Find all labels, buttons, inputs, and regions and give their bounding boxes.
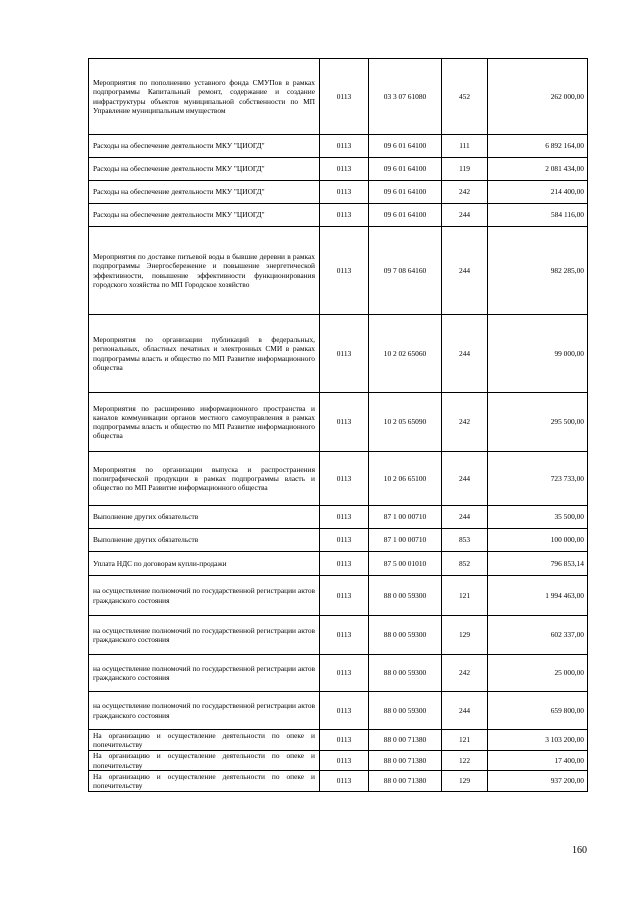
table-row (89, 181, 588, 204)
row-target-code: 88 0 00 59300 (369, 576, 442, 616)
table-row (89, 204, 588, 227)
row-expense-type: 244 (442, 506, 488, 529)
row-amount: 100 000,00 (488, 529, 588, 552)
row-expense-type: 111 (442, 135, 488, 158)
row-section-code: 0113 (320, 315, 369, 393)
row-section-code: 0113 (320, 576, 369, 616)
table-row (89, 452, 588, 506)
row-amount: 982 285,00 (488, 227, 588, 315)
row-amount: 584 116,00 (488, 204, 588, 227)
row-section-code: 0113 (320, 771, 369, 792)
row-amount: 99 000,00 (488, 315, 588, 393)
row-target-code: 09 6 01 64100 (369, 135, 442, 158)
row-expense-type: 852 (442, 552, 488, 576)
row-section-code: 0113 (320, 692, 369, 730)
row-expense-type: 121 (442, 730, 488, 751)
table-row (89, 227, 588, 315)
row-description: на осуществление полномочий по государственной регистрации актов гражданского состояния (89, 692, 320, 730)
row-description: Выполнение других обязательств (89, 506, 320, 529)
row-target-code: 09 6 01 64100 (369, 158, 442, 181)
row-expense-type: 244 (442, 227, 488, 315)
row-expense-type: 122 (442, 751, 488, 771)
row-expense-type: 119 (442, 158, 488, 181)
table-row (89, 552, 588, 576)
row-section-code: 0113 (320, 751, 369, 771)
row-target-code: 88 0 00 71380 (369, 751, 442, 771)
row-description: Выполнение других обязательств (89, 529, 320, 552)
row-target-code: 88 0 00 59300 (369, 616, 442, 655)
budget-table (88, 58, 588, 792)
row-target-code: 88 0 00 59300 (369, 655, 442, 692)
page-number: 160 (572, 845, 587, 856)
row-amount: 6 892 164,00 (488, 135, 588, 158)
table-row (89, 529, 588, 552)
row-target-code: 87 5 00 01010 (369, 552, 442, 576)
row-amount: 295 500,00 (488, 393, 588, 452)
row-amount: 602 337,00 (488, 616, 588, 655)
table-row (89, 771, 588, 792)
row-expense-type: 244 (442, 315, 488, 393)
table-row (89, 616, 588, 655)
row-section-code: 0113 (320, 529, 369, 552)
row-section-code: 0113 (320, 393, 369, 452)
row-expense-type: 244 (442, 692, 488, 730)
row-target-code: 09 7 08 64160 (369, 227, 442, 315)
row-description: На организацию и осуществление деятельности по опеке и попечительству (89, 771, 320, 792)
table-row (89, 692, 588, 730)
row-description: Уплата НДС по договорам купли-продажи (89, 552, 320, 576)
row-target-code: 10 2 02 65060 (369, 315, 442, 393)
table-row (89, 135, 588, 158)
row-description: Мероприятия по пополнению уставного фонда СМУПов в рамках подпрограммы Капитальный ремонт, содержание и создание инфраструктуры объектов муниципальной собственности по МП Управление муниципальным имуществом (89, 59, 320, 135)
row-section-code: 0113 (320, 552, 369, 576)
row-target-code: 88 0 00 71380 (369, 730, 442, 751)
row-expense-type: 853 (442, 529, 488, 552)
row-description: Расходы на обеспечение деятельности МКУ "ЦИОГД" (89, 135, 320, 158)
row-expense-type: 242 (442, 393, 488, 452)
row-section-code: 0113 (320, 227, 369, 315)
row-target-code: 09 6 01 64100 (369, 204, 442, 227)
row-amount: 723 733,00 (488, 452, 588, 506)
row-target-code: 88 0 00 71380 (369, 771, 442, 792)
row-section-code: 0113 (320, 59, 369, 135)
row-section-code: 0113 (320, 730, 369, 751)
row-description: на осуществление полномочий по государственной регистрации актов гражданского состояния (89, 616, 320, 655)
row-target-code: 10 2 06 65100 (369, 452, 442, 506)
row-amount: 25 000,00 (488, 655, 588, 692)
table-row (89, 576, 588, 616)
table-row (89, 655, 588, 692)
row-description: Мероприятия по расширению информационного пространства и каналов коммуникации органов местного самоуправления в рамках подпрограммы власть и общество по МП Развитие информационного общества (89, 393, 320, 452)
row-target-code: 10 2 05 65090 (369, 393, 442, 452)
row-description: На организацию и осуществление деятельности по опеке и попечительству (89, 730, 320, 751)
table-row (89, 393, 588, 452)
row-expense-type: 129 (442, 771, 488, 792)
row-description: на осуществление полномочий по государственной регистрации актов гражданского состояния (89, 655, 320, 692)
row-section-code: 0113 (320, 616, 369, 655)
row-section-code: 0113 (320, 655, 369, 692)
row-target-code: 09 6 01 64100 (369, 181, 442, 204)
table-row (89, 315, 588, 393)
row-amount: 659 800,00 (488, 692, 588, 730)
row-section-code: 0113 (320, 135, 369, 158)
table-row (89, 751, 588, 771)
row-section-code: 0113 (320, 506, 369, 529)
row-amount: 796 853,14 (488, 552, 588, 576)
row-section-code: 0113 (320, 452, 369, 506)
budget-table-body (89, 59, 588, 792)
row-description: Мероприятия по организации публикаций в федеральных, региональных, областных печатных и электронных СМИ в рамках подпрограммы власть и общество по МП Развитие информационного общества (89, 315, 320, 393)
row-section-code: 0113 (320, 181, 369, 204)
row-target-code: 87 1 00 00710 (369, 506, 442, 529)
row-expense-type: 242 (442, 655, 488, 692)
row-amount: 262 000,00 (488, 59, 588, 135)
table-row (89, 730, 588, 751)
table-row (89, 59, 588, 135)
row-description: Расходы на обеспечение деятельности МКУ "ЦИОГД" (89, 204, 320, 227)
row-description: Мероприятия по организации выпуска и распространения полиграфической продукции в рамках подпрограммы власть и общество по МП Развитие информационного общества (89, 452, 320, 506)
row-section-code: 0113 (320, 158, 369, 181)
row-expense-type: 129 (442, 616, 488, 655)
row-description: Расходы на обеспечение деятельности МКУ "ЦИОГД" (89, 158, 320, 181)
row-amount: 3 103 200,00 (488, 730, 588, 751)
row-description: Мероприятия по доставке питьевой воды в бывшие деревни в рамках подпрограммы Энергосбережение и повышение энергетической эффективности, повышение эффективности функционирования городского хозяйства по МП Городское хозяйство (89, 227, 320, 315)
row-amount: 2 081 434,00 (488, 158, 588, 181)
row-target-code: 87 1 00 00710 (369, 529, 442, 552)
row-section-code: 0113 (320, 204, 369, 227)
row-amount: 35 500,00 (488, 506, 588, 529)
row-amount: 17 400,00 (488, 751, 588, 771)
row-amount: 937 200,00 (488, 771, 588, 792)
row-description: Расходы на обеспечение деятельности МКУ "ЦИОГД" (89, 181, 320, 204)
table-row (89, 158, 588, 181)
row-target-code: 88 0 00 59300 (369, 692, 442, 730)
row-amount: 214 400,00 (488, 181, 588, 204)
row-expense-type: 452 (442, 59, 488, 135)
row-description: на осуществление полномочий по государственной регистрации актов гражданского состояния (89, 576, 320, 616)
row-description: На организацию и осуществление деятельности по опеке и попечительству (89, 751, 320, 771)
row-expense-type: 242 (442, 181, 488, 204)
row-target-code: 03 3 07 61080 (369, 59, 442, 135)
row-expense-type: 244 (442, 204, 488, 227)
row-amount: 1 994 463,00 (488, 576, 588, 616)
table-row (89, 506, 588, 529)
row-expense-type: 121 (442, 576, 488, 616)
row-expense-type: 244 (442, 452, 488, 506)
